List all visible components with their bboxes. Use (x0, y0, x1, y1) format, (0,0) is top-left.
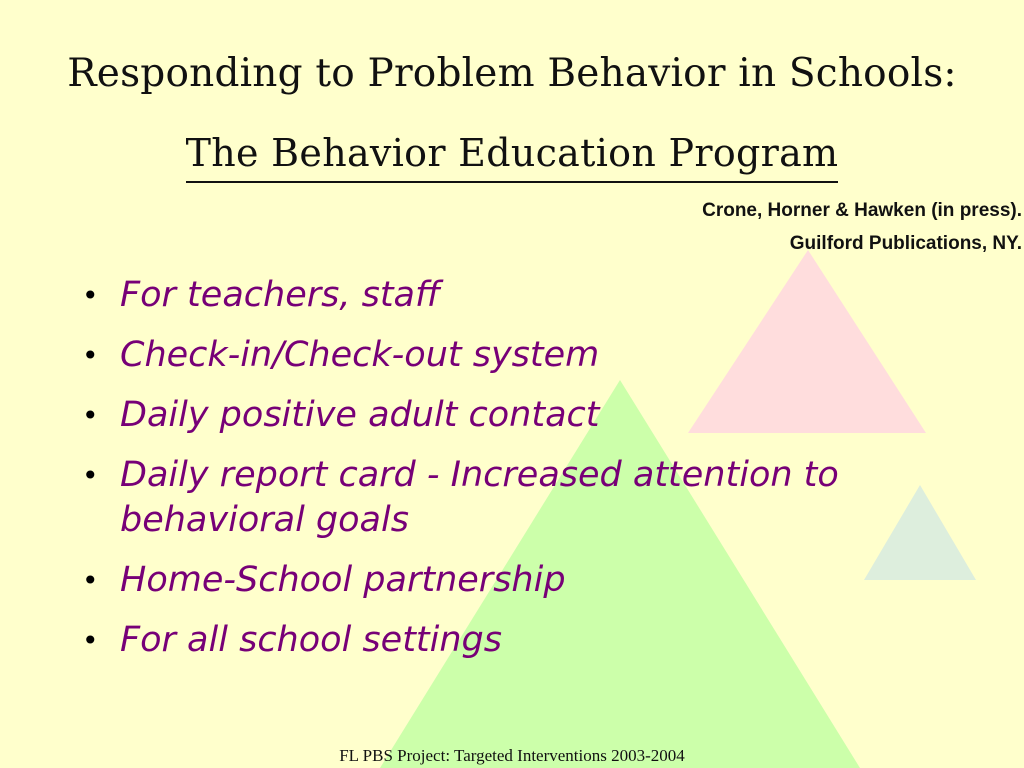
footer: FL PBS Project: Targeted Interventions 2003-2004 (339, 746, 685, 765)
bullet-icon: • (82, 459, 99, 492)
slide-title-line-1: Responding to Problem Behavior in Schools: (67, 51, 957, 96)
bullet-text: Home-School partnership (120, 560, 566, 600)
citation-line-2: Guilford Publications, NY. (789, 233, 1022, 254)
bullet-text: Check-in/Check-out system (120, 335, 600, 375)
citation (702, 194, 1022, 260)
slide-title-line-2 (0, 131, 1024, 175)
bullet-icon: • (82, 564, 99, 597)
bullet-item (82, 558, 922, 603)
bullet-icon: • (82, 339, 99, 372)
bullet-item (82, 618, 922, 663)
bullet-icon: • (82, 279, 99, 312)
bullet-text: For teachers, staff (120, 275, 441, 315)
bullet-text: Daily report card - Increased attention to behavioral goals (120, 455, 839, 540)
bullet-item (82, 393, 922, 438)
citation-line-1: Crone, Horner & Hawken (in press). (702, 200, 1022, 221)
bullet-item (82, 453, 922, 543)
bullet-text: Daily positive adult contact (120, 395, 600, 435)
slide-title-line-2-text: The Behavior Education Program (186, 131, 839, 183)
bullet-icon: • (82, 624, 99, 657)
bullet-icon: • (82, 399, 99, 432)
bullet-item (82, 273, 922, 318)
bullet-item (82, 333, 922, 378)
bullet-text: For all school settings (120, 620, 502, 660)
bullet-list (82, 273, 922, 678)
